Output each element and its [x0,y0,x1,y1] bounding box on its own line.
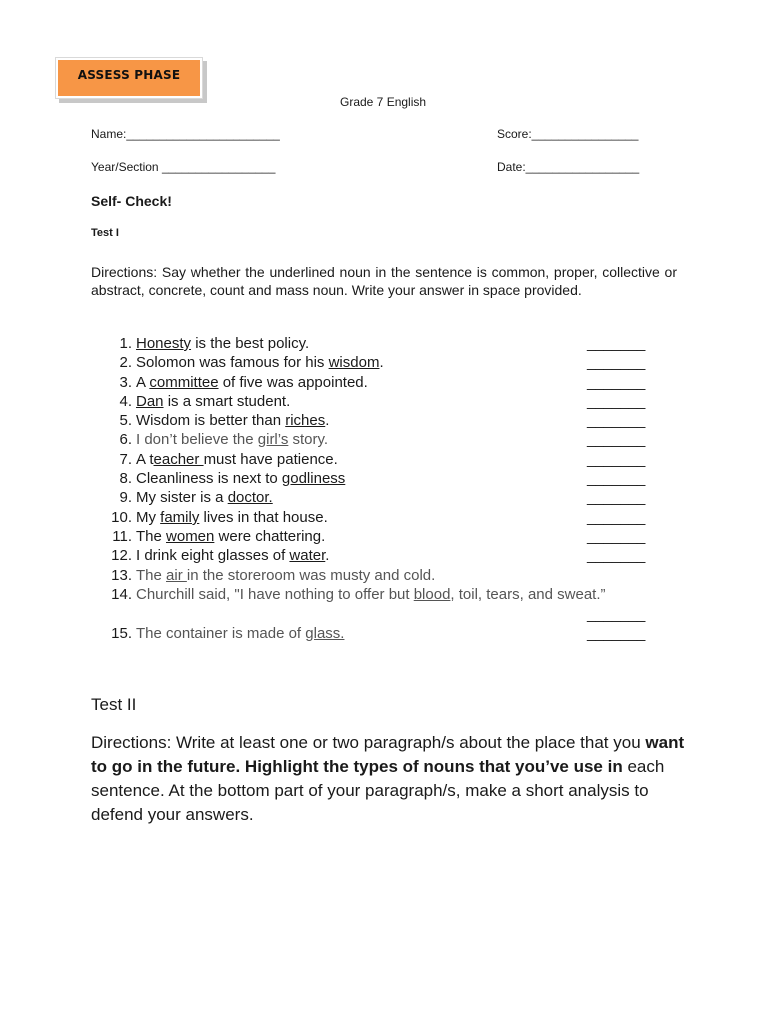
question-text [136,547,329,564]
question-number: 7. [119,451,132,468]
underlined-noun: committee [149,374,219,391]
answer-blank[interactable]: _______ [587,374,646,391]
question-text-before: The [136,567,167,584]
question-text-before: I drink eight glasses of [136,547,290,564]
question-text-after: is a smart student. [163,393,291,410]
question-number: 10. [111,509,132,526]
underlined-noun: family [160,509,200,526]
question-text-before: My [136,509,161,526]
answer-blank[interactable]: _______ [587,431,646,448]
question-number: 1. [119,335,132,352]
answer-blank[interactable]: _______ [587,606,646,623]
answer-blank[interactable]: _______ [587,393,646,410]
question-number: 11. [112,528,132,545]
question-text [136,528,325,545]
self-check-heading: Self- Check! [91,193,172,209]
question-item [100,489,660,508]
question-item [100,625,660,644]
question-text-after: . [325,547,330,564]
test2-directions [91,731,691,827]
question-number: 3. [119,374,132,391]
question-text [136,470,345,487]
question-text [136,586,606,603]
question-text [136,354,384,371]
answer-blank[interactable]: _______ [587,354,646,371]
underlined-noun: godliness [281,470,346,487]
test2-title: Test II [91,695,137,714]
underlined-noun: girl’s [257,431,289,448]
question-text-before: A [136,374,150,391]
test2-directions-bold: want to go in the future. Highlight the types of nouns that you’ve use in [91,733,685,776]
question-item [100,509,660,528]
question-text [136,412,329,429]
question-text-after: lives in that house. [199,509,328,526]
question-text [136,431,328,448]
underlined-noun: Honesty [136,335,192,352]
question-text-before: My sister is a [136,489,228,506]
question-text-after: must have patience. [203,451,338,468]
grade-title: Grade 7 English [340,95,427,109]
underlined-noun: blood [413,586,451,603]
question-item [100,567,660,586]
badge-label: ASSESS PHASE [77,68,181,82]
question-number: 13. [111,567,132,584]
underlined-noun: air [166,567,187,584]
question-item [100,547,660,566]
question-text-after: , toil, tears, and sweat.” [450,586,606,603]
question-text-before: Churchill said, "I have nothing to offer but [136,586,414,603]
question-text [136,625,344,642]
question-number: 6. [119,431,132,448]
question-item [100,470,660,489]
question-item [100,393,660,412]
question-text-before: I don’t believe the [136,431,258,448]
underlined-noun: riches [285,412,326,429]
question-text-after: . [379,354,384,371]
question-text [136,335,309,352]
question-text [136,567,435,584]
question-text-before: A t [136,451,154,468]
test2-directions-part2: each sentence. At the bottom part of your paragraph/s, make a short analysis to defend your answers. [91,757,665,824]
question-text [136,374,368,391]
question-text-after: is the best policy. [191,335,310,352]
question-number: 5. [119,412,132,429]
test1-title: Test I [91,227,119,239]
question-item [100,586,660,605]
assess-phase-badge [55,57,203,99]
answer-blank[interactable]: _______ [587,335,646,352]
score-field: Score:________________ [497,127,639,141]
question-item [100,354,660,373]
underlined-noun: wisdom [328,354,380,371]
answer-blank[interactable]: _______ [587,451,646,468]
question-number: 14. [111,586,132,603]
year-section-field: Year/Section _________________ [91,160,276,174]
question-text [136,393,290,410]
question-number: 2. [119,354,132,371]
question-item [100,451,660,470]
question-text [136,509,328,526]
underlined-noun: eacher [153,451,204,468]
answer-blank[interactable]: _______ [587,547,646,564]
answer-blank[interactable]: _______ [587,528,646,545]
answer-blank[interactable]: _______ [587,412,646,429]
question-text-after: were chattering. [214,528,326,545]
answer-blank[interactable]: _______ [587,470,646,487]
answer-blank[interactable]: _______ [587,625,646,642]
question-text-before: Wisdom is better than [136,412,286,429]
question-number: 9. [119,489,132,506]
question-number: 12. [111,547,132,564]
question-text [136,451,338,468]
question-item [100,528,660,547]
question-text-before: The container is made of [136,625,306,642]
underlined-noun: Dan [136,393,164,410]
date-field: Date:_________________ [497,160,640,174]
question-text-after: . [325,412,330,429]
question-text-before: The [136,528,167,545]
question-number: 4. [119,393,132,410]
answer-blank[interactable]: _______ [587,509,646,526]
question-item [100,412,660,431]
question-number: 15. [111,625,132,642]
question-item [100,335,660,354]
underlined-noun: doctor. [227,489,273,506]
underlined-noun: glass. [305,625,345,642]
question-text-before: Solomon was famous for his [136,354,329,371]
test1-directions: Directions: Say whether the underlined noun in the sentence is common, proper, collective or abstract, concrete, count and mass noun. Write your answer in space provided. [91,264,677,298]
answer-blank[interactable]: _______ [587,489,646,506]
question-text-before: Cleanliness is next to [136,470,282,487]
underlined-noun: water [289,547,326,564]
question-text [136,489,273,506]
question-text-after: in the storeroom was musty and cold. [186,567,436,584]
question-item [100,431,660,450]
question-number: 8. [119,470,132,487]
question-text-after: of five was appointed. [218,374,368,391]
question-item [100,374,660,393]
underlined-noun: women [166,528,215,545]
question-text-after: story. [288,431,329,448]
test2-directions-part1: Directions: Write at least one or two paragraph/s about the place that you [91,733,646,752]
name-field: Name:_______________________ [91,127,280,141]
